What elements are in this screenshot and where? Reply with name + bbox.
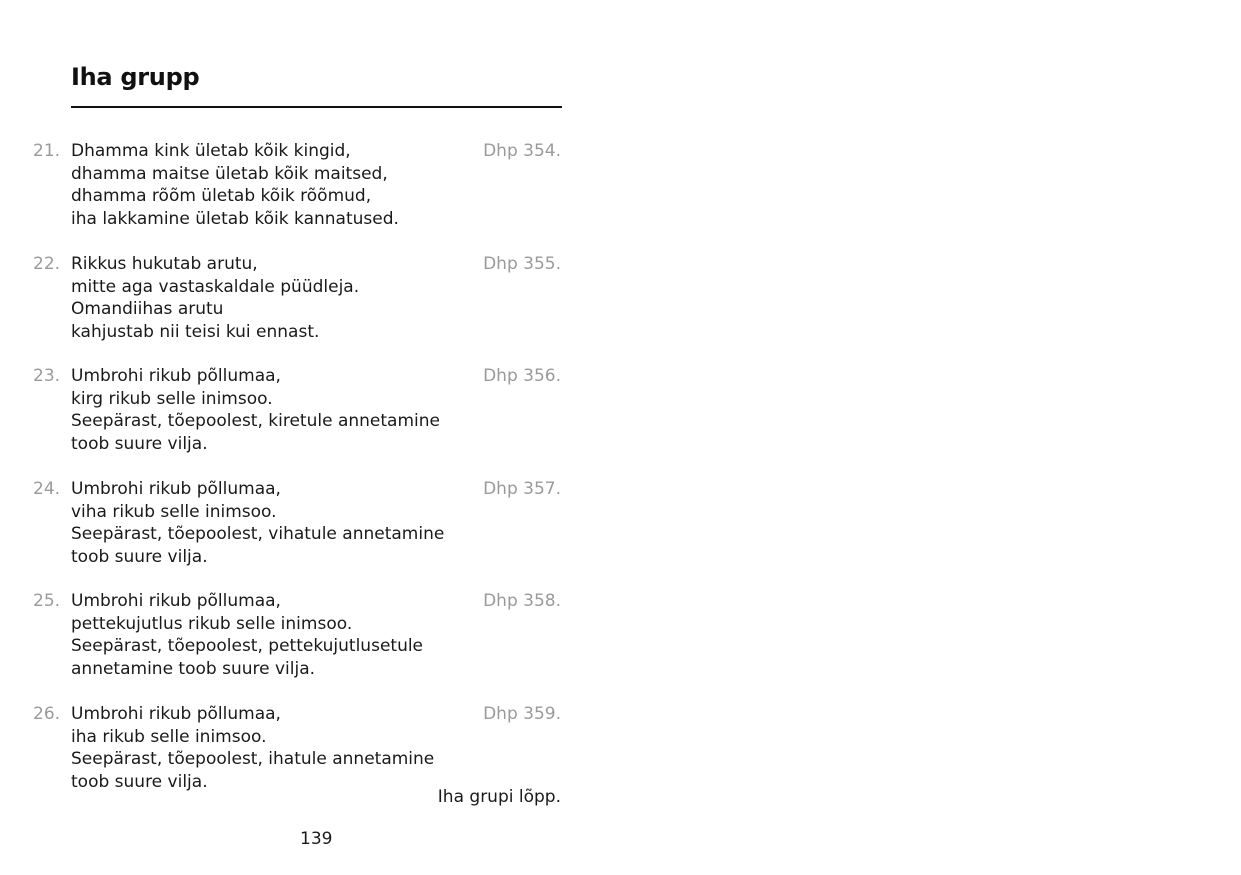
verse-reference: Dhp 354.: [483, 141, 561, 161]
verse-number: 21.: [33, 141, 61, 161]
verse-reference: Dhp 358.: [483, 591, 561, 611]
verse-line: annetamine toob suure vilja.: [71, 659, 316, 680]
chapter-end-note: Iha grupi lõpp.: [437, 787, 561, 807]
verse-line: toob suure vilja.: [71, 547, 208, 568]
verse-line: Umbrohi rikub põllumaa,: [71, 704, 281, 724]
verse-line: toob suure vilja.: [71, 772, 208, 793]
verse-line: Seepärast, tõepoolest, ihatule annetamine: [71, 749, 435, 770]
verse-text: [71, 253, 359, 344]
verse-line: dhamma rõõm ületab kõik rõõmud,: [71, 186, 372, 207]
verse-line: Dhamma kink ületab kõik kingid,: [71, 141, 351, 161]
verse-line: Umbrohi rikub põllumaa,: [71, 479, 281, 499]
verse-line: kirg rikub selle inimsoo.: [71, 388, 273, 409]
verse-line: pettekujutlus rikub selle inimsoo.: [71, 613, 353, 634]
verse-line: Seepärast, tõepoolest, kiretule annetamine: [71, 411, 440, 432]
verse-23: [0, 365, 600, 461]
verse-number: 25.: [33, 591, 61, 611]
verse-text: [71, 703, 434, 794]
section-title: Iha grupp: [71, 63, 200, 91]
verse-line: dhamma maitse ületab kõik maitsed,: [71, 163, 388, 184]
verse-text: [71, 140, 399, 231]
page-number: 139: [300, 829, 333, 849]
verse-text: [71, 590, 423, 681]
verse-number: 24.: [33, 479, 61, 499]
verse-22: [0, 253, 600, 349]
verse-text: [71, 478, 444, 569]
verse-number: 23.: [33, 366, 61, 386]
verse-24: [0, 478, 600, 574]
verse-number: 22.: [33, 254, 61, 274]
verse-line: Umbrohi rikub põllumaa,: [71, 366, 281, 386]
verse-reference: Dhp 356.: [483, 366, 561, 386]
verse-line: Omandiihas arutu: [71, 299, 224, 320]
verse-21: [0, 140, 600, 236]
title-underline: [71, 106, 562, 108]
verse-number: 26.: [33, 704, 61, 724]
verse-line: iha lakkamine ületab kõik kannatused.: [71, 209, 399, 230]
verse-reference: Dhp 355.: [483, 254, 561, 274]
verse-line: viha rikub selle inimsoo.: [71, 501, 277, 522]
verse-line: Seepärast, tõepoolest, vihatule annetamine: [71, 524, 445, 545]
verse-reference: Dhp 359.: [483, 704, 561, 724]
verse-line: Rikkus hukutab arutu,: [71, 254, 258, 274]
verse-line: kahjustab nii teisi kui ennast.: [71, 322, 320, 343]
verse-line: Umbrohi rikub põllumaa,: [71, 591, 281, 611]
verse-25: [0, 590, 600, 686]
verse-line: Seepärast, tõepoolest, pettekujutlusetule: [71, 636, 424, 657]
verse-text: [71, 365, 440, 456]
verse-reference: Dhp 357.: [483, 479, 561, 499]
verse-26: [0, 703, 600, 799]
verse-line: mitte aga vastaskaldale püüdleja.: [71, 276, 360, 297]
verse-line: toob suure vilja.: [71, 434, 208, 455]
verse-line: iha rikub selle inimsoo.: [71, 726, 267, 747]
